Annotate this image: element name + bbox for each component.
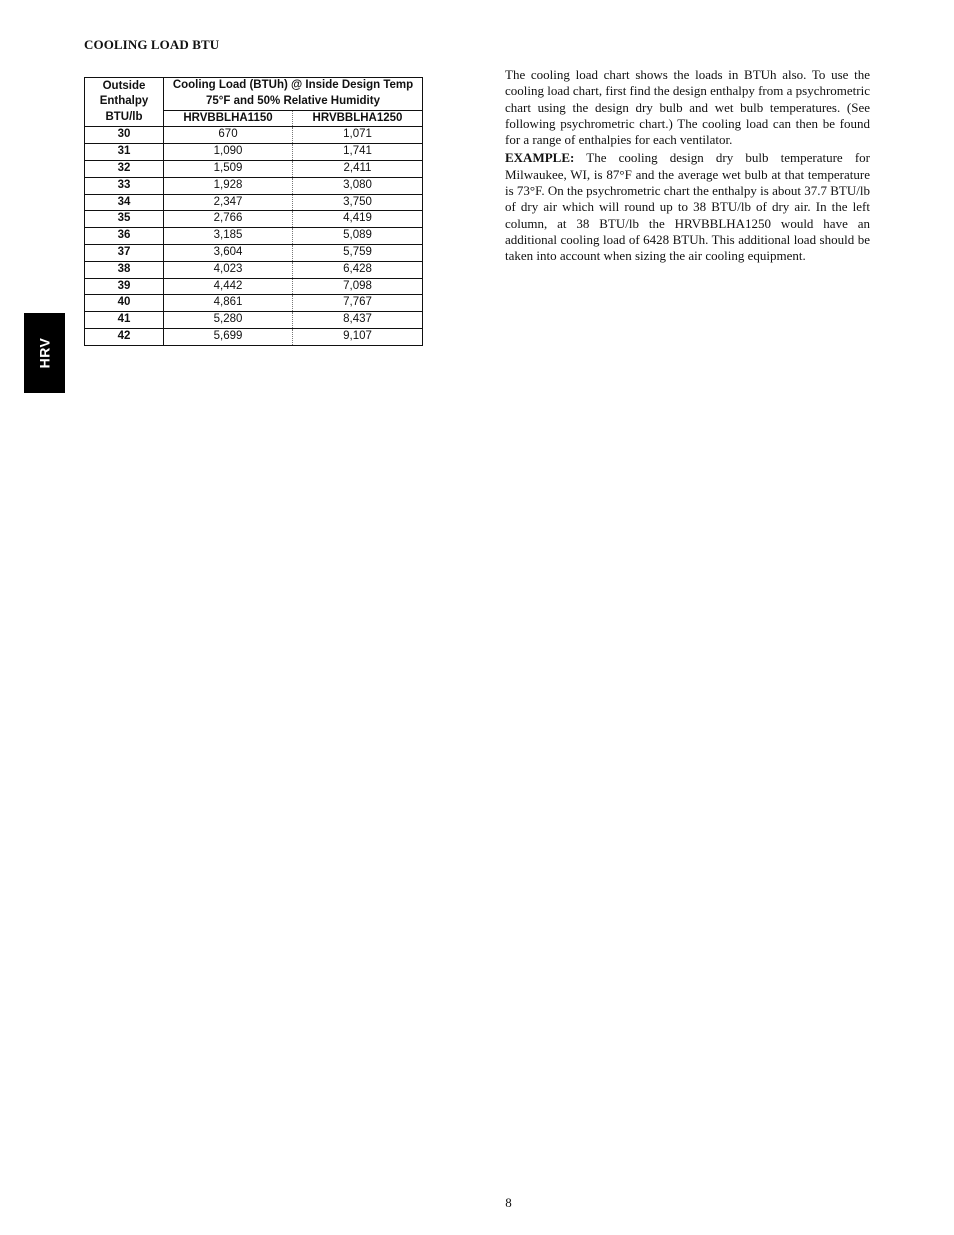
load-cell-model-1: 1,509: [164, 160, 293, 177]
load-cell-model-1: 670: [164, 127, 293, 144]
load-cell-model-1: 4,861: [164, 295, 293, 312]
table-row: [85, 312, 423, 329]
load-cell-model-1: 5,280: [164, 312, 293, 329]
load-cell-model-1: 2,766: [164, 211, 293, 228]
table-row: [85, 328, 423, 345]
load-cell-model-2: 7,098: [293, 278, 423, 295]
load-cell-model-2: 5,089: [293, 228, 423, 245]
table-body: [85, 127, 423, 345]
row-header-enthalpy: Outside Enthalpy BTU/lb: [85, 78, 164, 127]
section-title: COOLING LOAD BTU: [84, 37, 220, 52]
body-text: [505, 67, 870, 267]
example-body: The cooling design dry bulb temperature for Milwaukee, WI, is 87°F and the average wet bulb at that temperature is 73°F. On the psychrometric chart the enthalpy is about 37.7 BTU/lb of dry air which will round up to 38 BTU/lb of dry air. In the left column, at 38 BTU/lb the HRVBBLHA1250 would have an additional cooling load of 6428 BTUh. This additional load should be taken into account when sizing the air cooling equipment.: [505, 150, 870, 264]
column-header-model-2: HRVBBLHA1250: [293, 110, 423, 127]
column-header-model-1: HRVBBLHA1150: [164, 110, 293, 127]
load-cell-model-2: 4,419: [293, 211, 423, 228]
side-tab-label: HRV: [36, 337, 53, 369]
table-row: [85, 295, 423, 312]
load-cell-model-1: 5,699: [164, 328, 293, 345]
load-cell-model-2: 2,411: [293, 160, 423, 177]
load-cell-model-1: 2,347: [164, 194, 293, 211]
enthalpy-cell: 40: [85, 295, 164, 312]
enthalpy-cell: 35: [85, 211, 164, 228]
page-number: 8: [505, 1195, 512, 1210]
enthalpy-cell: 38: [85, 261, 164, 278]
load-cell-model-1: 4,023: [164, 261, 293, 278]
enthalpy-cell: 42: [85, 328, 164, 345]
table-row: [85, 244, 423, 261]
paragraph-intro: The cooling load chart shows the loads in BTUh also. To use the cooling load chart, first find the design enthalpy from a psychrometric chart using the design dry bulb and wet bulb temperatures. (See following psychrometric chart.) The cooling load can then be found for a range of enthalpies for each ventilator.: [505, 67, 870, 148]
table-row: [85, 228, 423, 245]
load-cell-model-1: 3,604: [164, 244, 293, 261]
load-cell-model-2: 9,107: [293, 328, 423, 345]
enthalpy-cell: 37: [85, 244, 164, 261]
load-cell-model-1: 4,442: [164, 278, 293, 295]
load-cell-model-2: 6,428: [293, 261, 423, 278]
load-cell-model-2: 1,741: [293, 144, 423, 161]
table-row: [85, 127, 423, 144]
load-cell-model-2: 5,759: [293, 244, 423, 261]
table-row: [85, 278, 423, 295]
example-label: EXAMPLE:: [505, 150, 575, 166]
load-cell-model-2: 7,767: [293, 295, 423, 312]
cooling-load-table: [84, 77, 423, 346]
table-row: [85, 261, 423, 278]
enthalpy-cell: 30: [85, 127, 164, 144]
group-header-cooling-load: Cooling Load (BTUh) @ Inside Design Temp 75°F and 50% Relative Humidity: [164, 78, 423, 111]
load-cell-model-1: 1,928: [164, 177, 293, 194]
table-row: [85, 177, 423, 194]
enthalpy-cell: 33: [85, 177, 164, 194]
enthalpy-cell: 39: [85, 278, 164, 295]
load-cell-model-2: 3,750: [293, 194, 423, 211]
enthalpy-cell: 41: [85, 312, 164, 329]
table-row: [85, 194, 423, 211]
table-row: [85, 211, 423, 228]
table-row: [85, 144, 423, 161]
load-cell-model-2: 1,071: [293, 127, 423, 144]
load-cell-model-1: 3,185: [164, 228, 293, 245]
enthalpy-cell: 31: [85, 144, 164, 161]
enthalpy-cell: 36: [85, 228, 164, 245]
table-row: [85, 160, 423, 177]
load-cell-model-2: 8,437: [293, 312, 423, 329]
paragraph-example: [505, 150, 870, 264]
load-cell-model-1: 1,090: [164, 144, 293, 161]
enthalpy-cell: 34: [85, 194, 164, 211]
side-tab-hrv: [24, 313, 65, 393]
enthalpy-cell: 32: [85, 160, 164, 177]
load-cell-model-2: 3,080: [293, 177, 423, 194]
